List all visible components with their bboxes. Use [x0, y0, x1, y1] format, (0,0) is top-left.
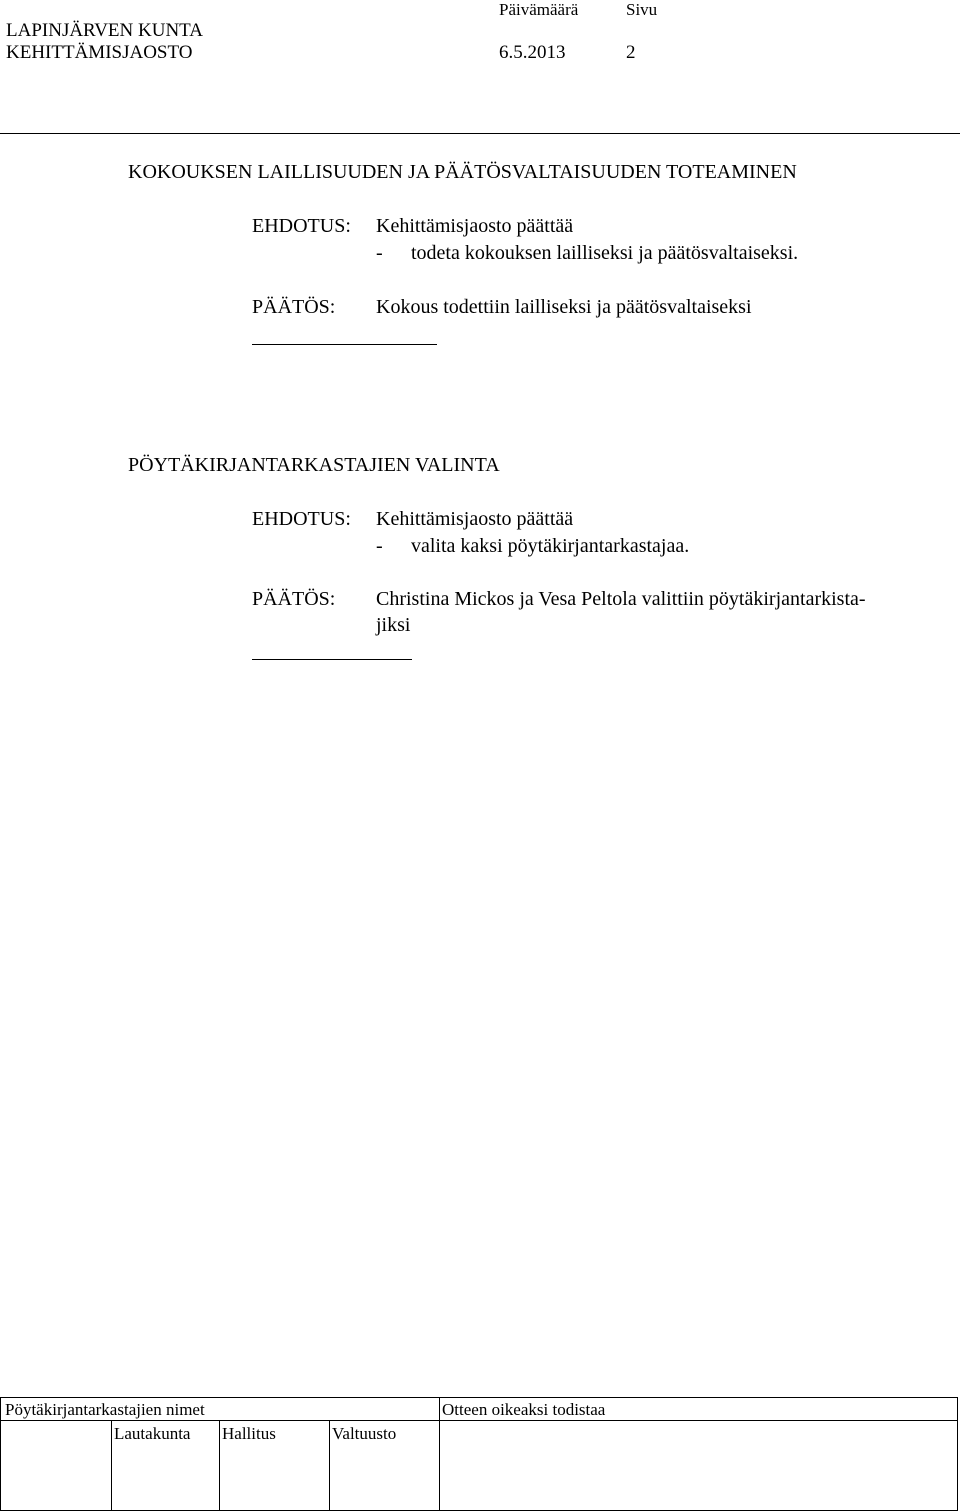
proposal-text: Kehittämisjaosto päättää	[376, 508, 574, 530]
organization-name: LAPINJÄRVEN KUNTA	[6, 20, 203, 41]
proposal-bullet: -	[376, 535, 383, 557]
footer-col-divider	[111, 1420, 112, 1510]
decision-label: PÄÄTÖS:	[252, 296, 336, 318]
proposal-item: todeta kokouksen lailliseksi ja päätösvaltaiseksi.	[411, 242, 799, 264]
decision-text: Kokous todettiin lailliseksi ja päätösvaltaiseksi	[376, 296, 752, 318]
decision-label: PÄÄTÖS:	[252, 588, 336, 610]
reviewers-label: Pöytäkirjantarkastajien nimet	[5, 1400, 205, 1419]
decision-text: Christina Mickos ja Vesa Peltola valittiin pöytäkirjantarkista-	[376, 588, 866, 610]
date-label: Päivämäärä	[499, 0, 579, 19]
column-hallitus: Hallitus	[222, 1424, 276, 1443]
page-label: Sivu	[626, 0, 658, 19]
section-end-rule	[252, 344, 437, 345]
footer-col-divider	[329, 1420, 330, 1510]
decision-text-continued: jiksi	[376, 614, 411, 636]
signature-footer	[0, 1397, 958, 1511]
proposal-item: valita kaksi pöytäkirjantarkastajaa.	[411, 535, 690, 557]
certify-label: Otteen oikeaksi todistaa	[442, 1400, 606, 1419]
footer-row-divider	[1, 1420, 957, 1421]
proposal-label: EHDOTUS:	[252, 508, 351, 530]
header-divider	[0, 133, 960, 134]
section-title: KOKOUKSEN LAILLISUUDEN JA PÄÄTÖSVALTAISUUDEN TOTEAMINEN	[128, 161, 797, 183]
column-lautakunta: Lautakunta	[114, 1424, 191, 1443]
column-valtuusto: Valtuusto	[332, 1424, 397, 1443]
section-end-rule	[252, 659, 412, 660]
page-number: 2	[626, 42, 636, 63]
proposal-text: Kehittämisjaosto päättää	[376, 215, 574, 237]
footer-col-divider	[439, 1398, 440, 1510]
committee-name: KEHITTÄMISJAOSTO	[6, 42, 193, 63]
section-title: PÖYTÄKIRJANTARKASTAJIEN VALINTA	[128, 454, 500, 476]
proposal-label: EHDOTUS:	[252, 215, 351, 237]
proposal-bullet: -	[376, 242, 383, 264]
footer-col-divider	[219, 1420, 220, 1510]
date-value: 6.5.2013	[499, 42, 566, 63]
